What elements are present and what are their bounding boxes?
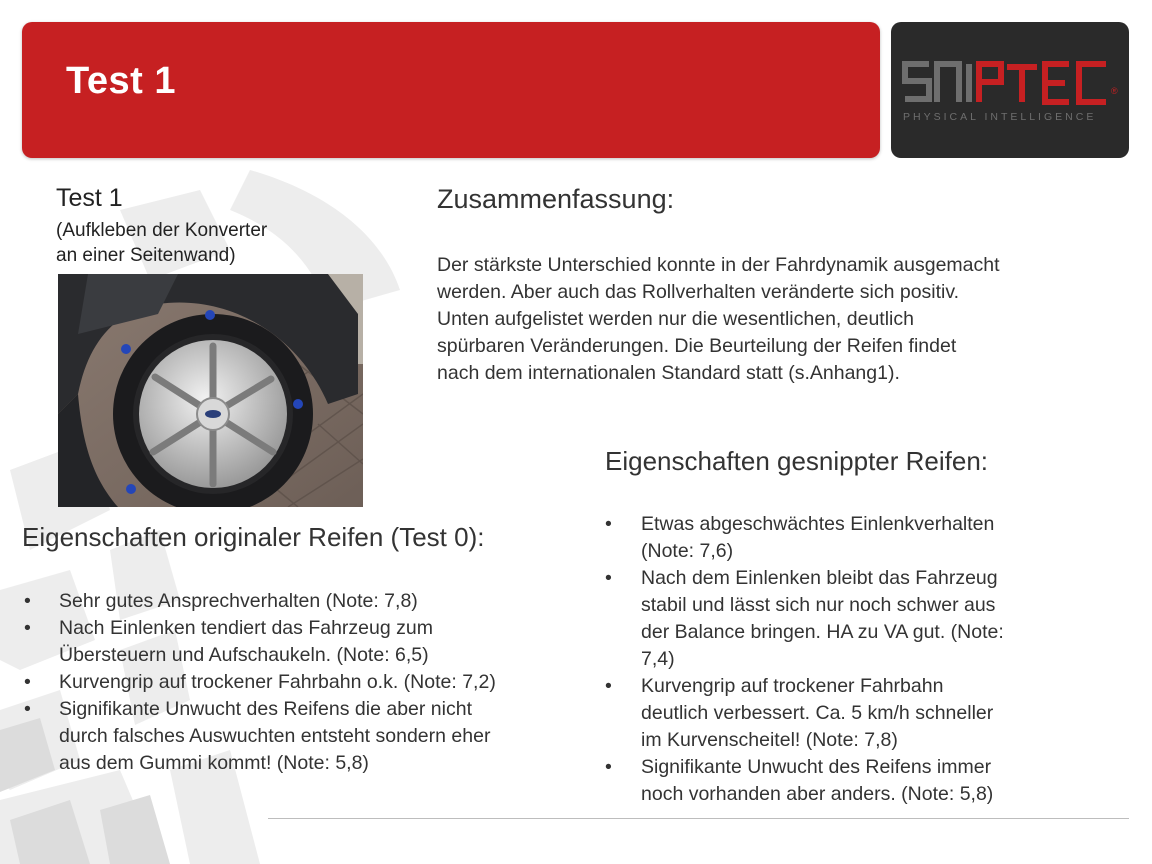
list-item-line: Etwas abgeschwächtes Einlenkverhalten [641, 513, 995, 535]
list-item [605, 565, 1075, 673]
list-item-line: Sehr gutes Ansprechverhalten (Note: 7,8) [59, 590, 418, 612]
registered-mark: ® [1111, 86, 1118, 96]
test-subtitle-line: an einer Seitenwand) [56, 245, 236, 266]
list-item-line: noch vorhanden aber anders. (Note: 5,8) [641, 783, 994, 805]
list-item-line: aus dem Gummi kommt! (Note: 5,8) [59, 752, 369, 774]
sniptec-logo-graphic [891, 22, 1129, 158]
summary-text [437, 252, 1097, 387]
summary-line: Unten aufgelistet werden nur die wesentlichen, deutlich [437, 308, 914, 330]
test-title: Test 1 [56, 184, 123, 212]
summary-heading: Zusammenfassung: [437, 184, 675, 214]
slide-title: Test 1 [66, 60, 177, 102]
test-subtitle-line: (Aufkleben der Konverter [56, 220, 268, 241]
sniptec-logo [891, 22, 1129, 158]
list-item-line: Signifikante Unwucht des Reifens immer [641, 756, 992, 778]
test-subtitle [56, 218, 267, 268]
list-item-line: stabil und lässt sich nur noch schwer aus [641, 594, 996, 616]
list-item-line: Nach Einlenken tendiert das Fahrzeug zum [59, 617, 433, 639]
list-item [22, 696, 582, 777]
snipped-tires-list [605, 511, 1075, 808]
list-item [22, 588, 582, 615]
list-item-line: im Kurvenscheitel! (Note: 7,8) [641, 729, 898, 751]
list-item-line: Kurvengrip auf trockener Fahrbahn o.k. (Note: 7,2) [59, 671, 496, 693]
car-wheel-photo [58, 274, 363, 507]
summary-line: werden. Aber auch das Rollverhalten veränderte sich positiv. [437, 281, 960, 303]
title-banner [22, 22, 880, 158]
summary-line: spürbaren Veränderungen. Die Beurteilung der Reifen findet [437, 335, 957, 357]
list-item [22, 615, 582, 669]
summary-line: Der stärkste Unterschied konnte in der Fahrdynamik ausgemacht [437, 254, 1000, 276]
list-item-line: (Note: 7,6) [641, 540, 734, 562]
logo-tagline: PHYSICAL INTELLIGENCE [903, 111, 1097, 123]
list-item-line: Nach dem Einlenken bleibt das Fahrzeug [641, 567, 998, 589]
original-tires-list [22, 588, 582, 777]
list-item [605, 511, 1075, 565]
list-item-line: Übersteuern und Aufschaukeln. (Note: 6,5) [59, 644, 429, 666]
footer-divider [268, 818, 1129, 819]
list-item-line: Signifikante Unwucht des Reifens die aber nicht [59, 698, 472, 720]
list-item-line: Kurvengrip auf trockener Fahrbahn [641, 675, 944, 697]
original-tires-heading: Eigenschaften originaler Reifen (Test 0): [22, 522, 485, 552]
list-item-line: deutlich verbessert. Ca. 5 km/h schneller [641, 702, 994, 724]
snipped-tires-heading: Eigenschaften gesnippter Reifen: [605, 446, 989, 476]
summary-line: nach dem internationalen Standard statt (s.Anhang1). [437, 362, 900, 384]
list-item [605, 673, 1075, 754]
list-item-line: 7,4) [641, 648, 675, 670]
list-item-line: der Balance bringen. HA zu VA gut. (Note: [641, 621, 1004, 643]
list-item-line: durch falsches Auswuchten entsteht sondern eher [59, 725, 491, 747]
list-item [22, 669, 582, 696]
list-item [605, 754, 1075, 808]
